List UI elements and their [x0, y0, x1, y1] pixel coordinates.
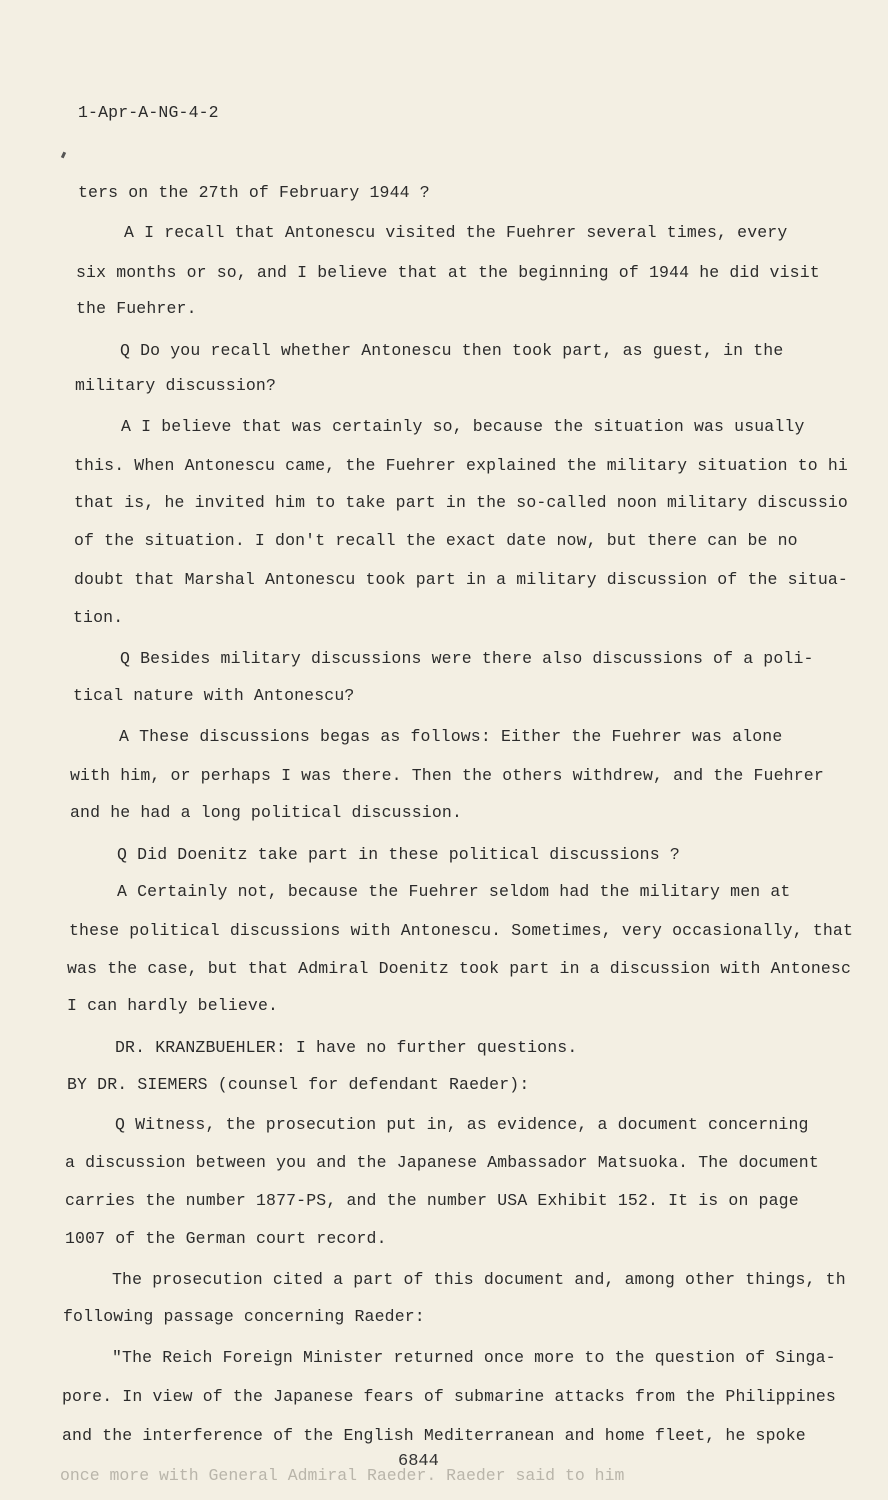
text-line-4: the Fuehrer.	[76, 299, 197, 318]
text-line-8: this. When Antonescu came, the Fuehrer explained the military situation to hi	[74, 456, 848, 475]
text-line-11: doubt that Marshal Antonescu took part in a military discussion of the situa-	[74, 570, 848, 589]
faded-footer-line	[60, 1460, 820, 1488]
faded-footer-text: once more with General Admiral Raeder. Raeder said to him	[60, 1466, 625, 1485]
text-line-30: following passage concerning Raeder:	[63, 1307, 425, 1326]
text-line-23: DR. KRANZBUEHLER: I have no further questions.	[115, 1038, 578, 1057]
text-line-3: six months or so, and I believe that at the beginning of 1944 he did visit	[76, 263, 820, 282]
text-line-14: tical nature with Antonescu?	[73, 686, 355, 705]
text-line-19: A Certainly not, because the Fuehrer seldom had the military men at	[117, 882, 791, 901]
text-line-17: and he had a long political discussion.	[70, 803, 463, 822]
text-line-10: of the situation. I don't recall the exact date now, but there can be no	[74, 531, 798, 550]
text-line-25: Q Witness, the prosecution put in, as evidence, a document concerning	[115, 1115, 809, 1134]
text-line-12: tion.	[73, 608, 124, 627]
text-line-6: military discussion?	[75, 376, 277, 395]
text-line-24: BY DR. SIEMERS (counsel for defendant Raeder):	[67, 1075, 530, 1094]
text-line-32: pore. In view of the Japanese fears of submarine attacks from the Philippines	[62, 1387, 836, 1406]
text-line-9: that is, he invited him to take part in the so-called noon military discussio	[74, 493, 848, 512]
text-line-7: A I believe that was certainly so, because the situation was usually	[121, 417, 805, 436]
text-line-27: carries the number 1877-PS, and the number USA Exhibit 152. It is on page	[65, 1191, 799, 1210]
text-line-1: ters on the 27th of February 1944 ?	[78, 183, 430, 202]
text-line-31: "The Reich Foreign Minister returned once more to the question of Singa-	[112, 1348, 836, 1367]
page-number: 6844	[398, 1452, 439, 1471]
text-line-29: The prosecution cited a part of this document and, among other things, th	[112, 1270, 846, 1289]
text-line-26: a discussion between you and the Japanese Ambassador Matsuoka. The document	[65, 1153, 819, 1172]
pen-mark	[61, 152, 66, 159]
text-line-15: A These discussions begas as follows: Either the Fuehrer was alone	[119, 727, 783, 746]
text-line-16: with him, or perhaps I was there. Then the others withdrew, and the Fuehrer	[70, 766, 824, 785]
text-line-21: was the case, but that Admiral Doenitz took part in a discussion with Antonesc	[67, 959, 852, 978]
text-line-5: Q Do you recall whether Antonescu then took part, as guest, in the	[120, 341, 784, 360]
text-line-22: I can hardly believe.	[67, 996, 279, 1015]
text-line-13: Q Besides military discussions were there also discussions of a poli-	[120, 649, 814, 668]
text-line-20: these political discussions with Antonescu. Sometimes, very occasionally, that	[69, 921, 854, 940]
text-line-28: 1007 of the German court record.	[65, 1229, 387, 1248]
text-line-18: Q Did Doenitz take part in these political discussions ?	[117, 845, 680, 864]
document-header-code: 1-Apr-A-NG-4-2	[78, 103, 219, 122]
text-line-33: and the interference of the English Mediterranean and home fleet, he spoke	[62, 1426, 806, 1445]
text-line-2: A I recall that Antonescu visited the Fuehrer several times, every	[124, 223, 788, 242]
